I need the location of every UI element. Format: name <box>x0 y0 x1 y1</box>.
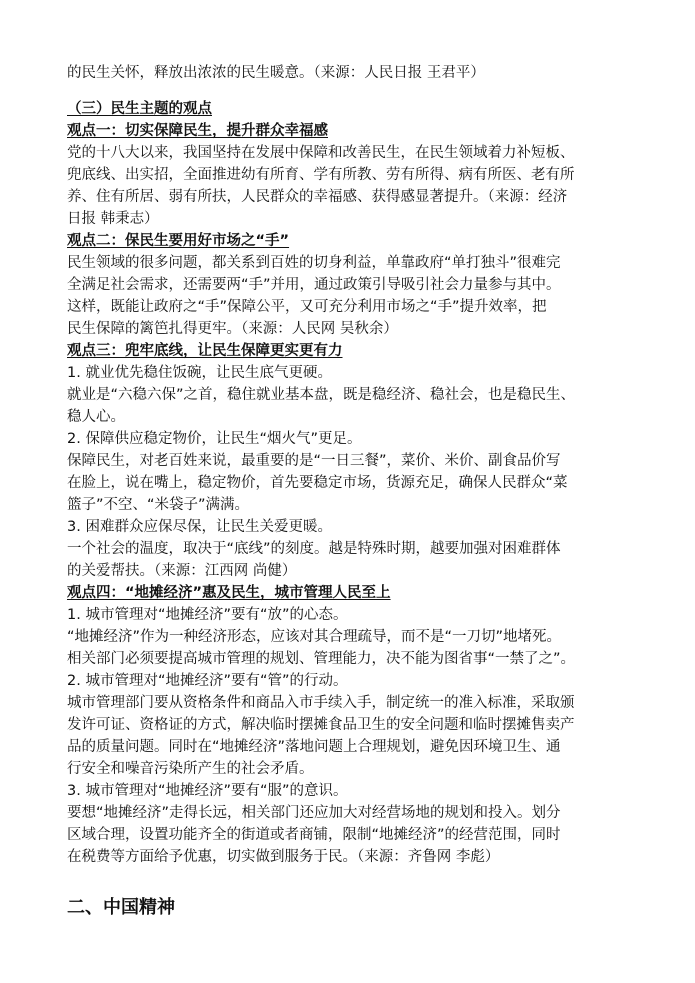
view-block-2 <box>67 230 635 340</box>
paragraph-line: 发许可证、资格证的方式，解决临时摆摊食品卫生的安全问题和临时摆摊售卖产 <box>67 717 575 733</box>
view-heading: 观点四：“地摊经济”惠及民生，城市管理人民至上 <box>67 585 391 601</box>
document-page <box>67 62 635 940</box>
paragraph-line: 品的质量问题。同时在“地摊经济”落地问题上合理规划，避免因环境卫生、通 <box>67 739 561 755</box>
paragraph-line: 养、住有所居、弱有所扶，人民群众的幸福感、获得感显著提升。（来源：经济 <box>67 189 568 205</box>
paragraph-line: 保障民生，对老百姓来说，最重要的是“一日三餐”，菜价、米价、副食品价写 <box>67 453 561 469</box>
paragraph-line: 这样，既能让政府之“手”保障公平，又可充分利用市场之“手”提升效率，把 <box>67 299 547 315</box>
paragraph-line: 在税费等方面给予优惠，切实做到服务于民。（来源：齐鲁网 李彪） <box>67 849 500 865</box>
paragraph-line: 全满足社会需求，还需要两“手”并用，通过政策引导吸引社会力量参与其中。 <box>67 277 561 293</box>
paragraph-line: 党的十八大以来，我国坚持在发展中保障和改善民生，在民生领域着力补短板、 <box>67 145 575 161</box>
paragraph-line: 兜底线、出实招，全面推进幼有所育、学有所教、劳有所得、病有所医、老有所 <box>67 167 575 183</box>
view-block-1 <box>67 120 635 230</box>
paragraph-line: 日报 韩秉志） <box>67 211 159 227</box>
paragraph-line: 1. 城市管理对“地摊经济”要有“放”的心态。 <box>67 607 348 623</box>
paragraph-line: 的关爱帮扶。（来源：江西网 尚健） <box>67 563 297 579</box>
view-heading: 观点一：切实保障民生，提升群众幸福感 <box>67 123 328 139</box>
paragraph-line: 一个社会的温度，取决于“底线”的刻度。越是特殊时期，越要加强对困难群体 <box>67 541 561 557</box>
paragraph-line: 城市管理部门要从资格条件和商品入市手续入手，制定统一的准入标准，采取颁 <box>67 695 575 711</box>
paragraph-line: “地摊经济”作为一种经济形态，应该对其合理疏导，而不是“一刀切”地堵死。 <box>67 629 562 645</box>
intro-tail-text: 的民生关怀，释放出浓浓的民生暖意。（来源：人民日报 王君平） <box>67 65 485 81</box>
paragraph-line: 篮子”不空、“米袋子”满满。 <box>67 497 250 513</box>
paragraph-line: 稳人心。 <box>67 409 125 425</box>
paragraph-line: 3. 城市管理对“地摊经济”要有“服”的意识。 <box>67 783 348 799</box>
paragraph-line: 民生领域的很多问题，都关系到百姓的切身利益，单靠政府“单打独斗”很难完 <box>67 255 561 271</box>
paragraph-line: 3. 困难群众应保尽保，让民生关爱更暖。 <box>67 519 332 535</box>
paragraph-line: 行安全和噪音污染所产生的社会矛盾。 <box>67 761 314 777</box>
view-block-4 <box>67 582 635 868</box>
section-title: （三）民生主题的观点 <box>67 101 212 117</box>
view-block-3 <box>67 340 635 582</box>
paragraph-line: 民生保障的篱笆扎得更牢。（来源：人民网 吴秋余） <box>67 321 398 337</box>
view-heading: 观点三：兜牢底线，让民生保障更实更有力 <box>67 343 343 359</box>
view-heading: 观点二：保民生要用好市场之“手” <box>67 233 290 249</box>
chapter-title: 二、中国精神 <box>67 897 175 918</box>
paragraph-line: 就业是“六稳六保”之首，稳住就业基本盘，既是稳经济、稳社会，也是稳民生、 <box>67 387 576 403</box>
paragraph-line: 相关部门必须要提高城市管理的规划、管理能力，决不能为图省事“一禁了之”。 <box>67 651 576 667</box>
paragraph-line: 2. 城市管理对“地摊经济”要有“管”的行动。 <box>67 673 348 689</box>
paragraph-line: 1. 就业优先稳住饭碗，让民生底气更硬。 <box>67 365 332 381</box>
paragraph-line: 2. 保障供应稳定物价，让民生“烟火气”更足。 <box>67 431 362 447</box>
paragraph-line: 在脸上，说在嘴上，稳定物价，首先要稳定市场，货源充足，确保人民群众“菜 <box>67 475 568 491</box>
paragraph-line: 区域合理，设置功能齐全的街道或者商铺，限制“地摊经济”的经营范围，同时 <box>67 827 561 843</box>
paragraph-line: 要想“地摊经济”走得长远，相关部门还应加大对经营场地的规划和投入。划分 <box>67 805 561 821</box>
